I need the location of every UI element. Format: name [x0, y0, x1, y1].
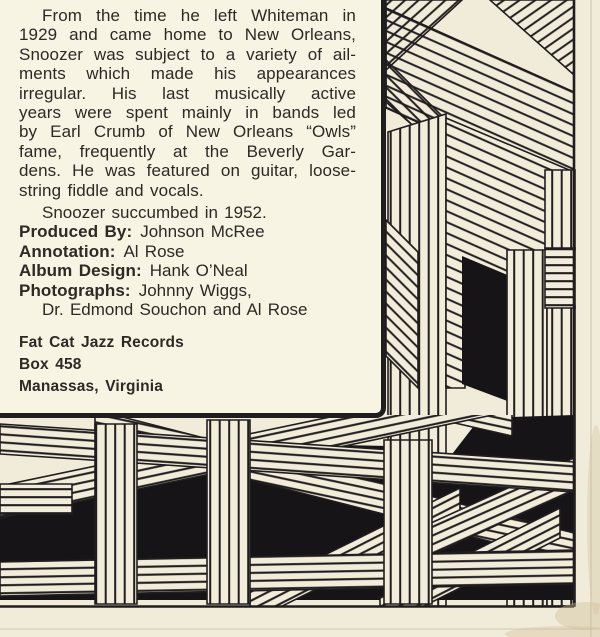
credit-label: Album Design: [19, 261, 142, 281]
bio-line: string fiddle and vocals. [19, 180, 204, 200]
bio-line: ments which made his appearances [19, 64, 356, 84]
credits-block [19, 222, 356, 319]
credit-row [19, 222, 356, 241]
publisher-name: Fat Cat Jazz Records [19, 333, 184, 351]
credit-value: Al Rose [123, 241, 185, 261]
bio-paragraph [19, 6, 356, 200]
bio-line: 1929 and came home to New Orleans, [19, 25, 356, 45]
credit-label: Produced By: [19, 222, 133, 242]
bio-line: Snoozer was subject to a variety of ail- [19, 44, 356, 64]
black-parallelogram [462, 256, 510, 402]
publisher-block [19, 332, 356, 399]
bio-line: From the time he left Whiteman in [42, 6, 356, 25]
credit-row [19, 281, 356, 300]
credit-value: Johnson McRee [140, 222, 265, 242]
publisher-location: Manassas, Virginia [19, 378, 163, 396]
epitaph-line: Snoozer succumbed in 1952. [42, 203, 267, 223]
credit-label: Photographs: [19, 280, 131, 300]
publisher-po-box: Box 458 [19, 355, 82, 373]
credit-row [19, 242, 356, 261]
credit-row [19, 261, 356, 280]
bio-line: fame, frequently at the Beverly Gar- [19, 141, 356, 161]
credit-label: Annotation: [19, 241, 116, 261]
credit-value: Hank O’Neal [149, 261, 248, 281]
liner-notes-panel [0, 0, 386, 418]
bio-line: dens. He was featured on guitar, loose- [19, 161, 356, 181]
credit-value: Johnny Wiggs, [138, 280, 252, 300]
bio-line: years were spent mainly in bands led [19, 103, 356, 123]
bio-line: irregular. His last musically active [19, 83, 356, 103]
bio-line: by Earl Crumb of New Orleans “Owls” [19, 122, 356, 142]
credit-continuation: Dr. Edmond Souchon and Al Rose [42, 300, 308, 320]
